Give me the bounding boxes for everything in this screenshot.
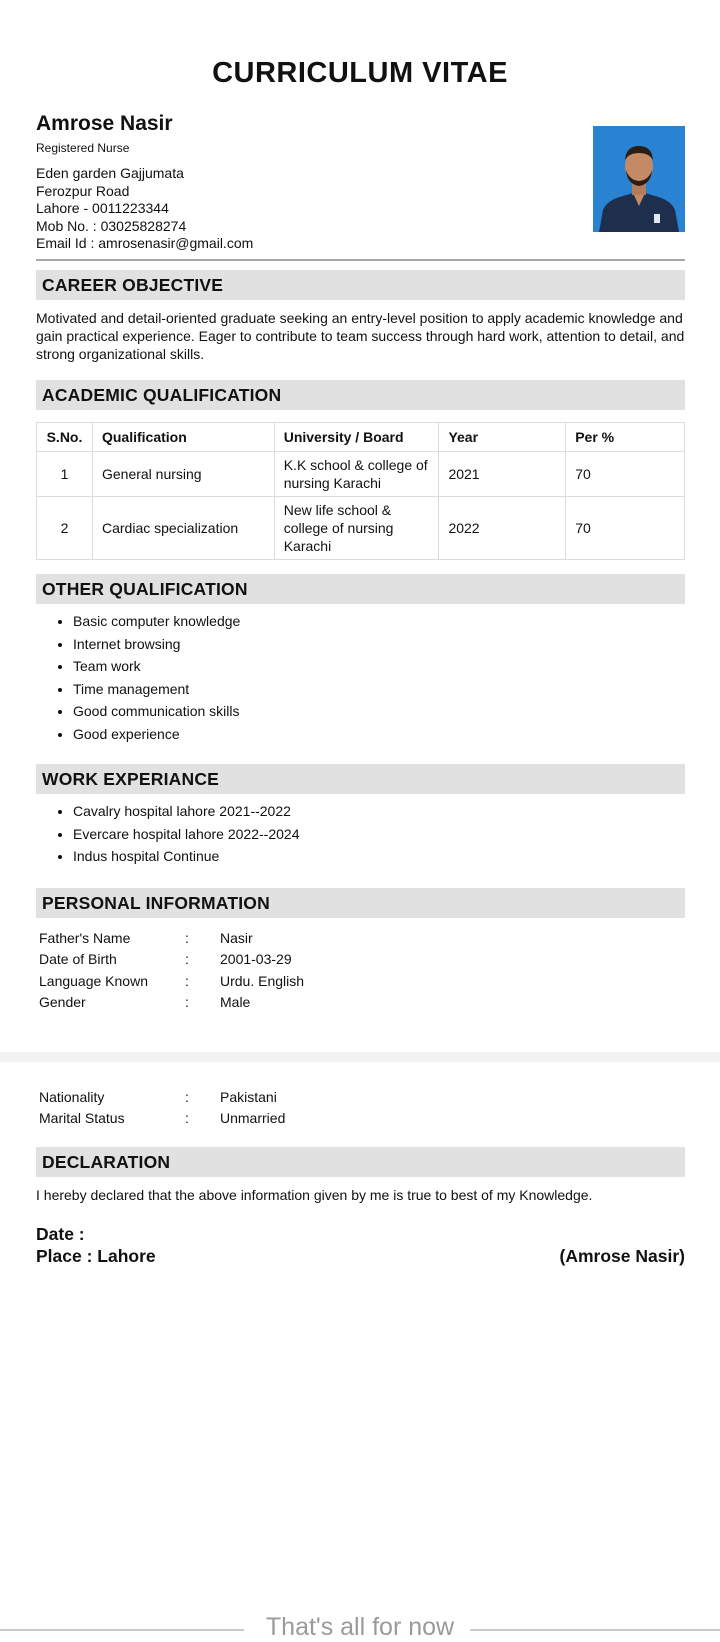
list-item: • Evercare hospital lahore 2022--2024	[73, 823, 299, 846]
info-separator: :	[185, 951, 189, 968]
info-label: Language Known	[39, 972, 148, 989]
cell-year: 2022	[439, 497, 566, 560]
info-value: 2001-03-29	[220, 951, 292, 968]
info-value: Male	[220, 993, 251, 1010]
info-value: Nasir	[220, 930, 253, 946]
col-qualification: Qualification	[92, 423, 274, 452]
info-label: Gender	[39, 993, 86, 1010]
info-label: Marital Status	[39, 1110, 125, 1127]
person-portrait-icon	[593, 126, 685, 232]
profile-photo	[593, 126, 685, 232]
col-percent: Per %	[566, 423, 685, 452]
cell-percent: 70	[566, 452, 685, 497]
col-sno: S.No.	[37, 423, 93, 452]
list-item: • Good experience	[73, 723, 240, 746]
footer-text: That's all for now	[265, 1613, 455, 1641]
page-break	[0, 1052, 720, 1062]
info-separator: :	[185, 1110, 189, 1127]
contact-block	[36, 165, 253, 253]
end-of-content-footer	[0, 1610, 720, 1640]
academic-heading: ACADEMIC QUALIFICATION	[36, 380, 685, 410]
mobile-number: Mob No. : 03025828274	[36, 217, 187, 234]
col-university: University / Board	[274, 423, 439, 452]
cell-university: K.K school & college of nursing Karachi	[274, 452, 439, 497]
list-item: • Time management	[73, 678, 240, 701]
place-label: Place : Lahore	[36, 1246, 156, 1266]
document-title: CURRICULUM VITAE	[212, 57, 508, 89]
info-separator: :	[185, 930, 189, 946]
table-header-row	[37, 423, 685, 452]
info-separator: :	[185, 993, 189, 1010]
info-label: Nationality	[39, 1089, 105, 1105]
list-item: • Good communication skills	[73, 700, 240, 723]
info-label: Date of Birth	[39, 951, 117, 968]
list-item: • Internet browsing	[73, 633, 240, 656]
cell-qualification: Cardiac specialization	[92, 497, 274, 560]
info-value: Pakistani	[220, 1089, 277, 1105]
other-qualification-list	[36, 610, 240, 745]
signature-name: (Amrose Nasir)	[559, 1246, 685, 1266]
candidate-role: Registered Nurse	[36, 141, 130, 155]
address-line-1: Eden garden Gajjumata	[36, 165, 184, 181]
work-experience-list	[36, 800, 299, 868]
declaration-heading: DECLARATION	[36, 1147, 685, 1177]
address-line-2: Ferozpur Road	[36, 182, 130, 199]
table-row	[37, 497, 685, 560]
cell-percent: 70	[566, 497, 685, 560]
header-divider	[36, 259, 685, 261]
col-year: Year	[439, 423, 566, 452]
info-separator: :	[185, 1089, 189, 1105]
date-label: Date :	[36, 1224, 85, 1244]
career-objective-text: Motivated and detail-oriented graduate seeking an entry-level position to apply academic knowledge and gain practical experience. Eager to contribute to team success through hard work, attention to detail, and strong organizational skills.	[36, 310, 685, 362]
cell-university: New life school & college of nursing Karachi	[274, 497, 439, 560]
personal-info-heading: PERSONAL INFORMATION	[36, 888, 685, 918]
table-row	[37, 452, 685, 497]
declaration-text: I hereby declared that the above information given by me is true to best of my Knowledge.	[36, 1187, 593, 1203]
info-label: Father's Name	[39, 930, 131, 946]
cell-sno: 2	[37, 497, 93, 560]
cell-sno: 1	[37, 452, 93, 497]
career-objective-heading: CAREER OBJECTIVE	[36, 270, 685, 300]
work-experience-heading: WORK EXPERIANCE	[36, 764, 685, 794]
list-item: • Cavalry hospital lahore 2021--2022	[73, 800, 299, 823]
cell-qualification: General nursing	[92, 452, 274, 497]
address-line-3: Lahore - 0011223344	[36, 200, 169, 216]
list-item: • Basic computer knowledge	[73, 610, 240, 633]
candidate-name: Amrose Nasir	[36, 112, 173, 135]
academic-table	[36, 422, 685, 560]
list-item: • Indus hospital Continue	[73, 845, 299, 868]
info-value: Urdu. English	[220, 972, 305, 989]
cell-year: 2021	[439, 452, 566, 497]
info-value: Unmarried	[220, 1110, 286, 1127]
email-address: Email Id : amrosenasir@gmail.com	[36, 235, 254, 251]
list-item: • Team work	[73, 655, 240, 678]
cv-page-2	[0, 1062, 720, 1640]
other-qualification-heading: OTHER QUALIFICATION	[36, 574, 685, 604]
info-separator: :	[185, 972, 189, 989]
